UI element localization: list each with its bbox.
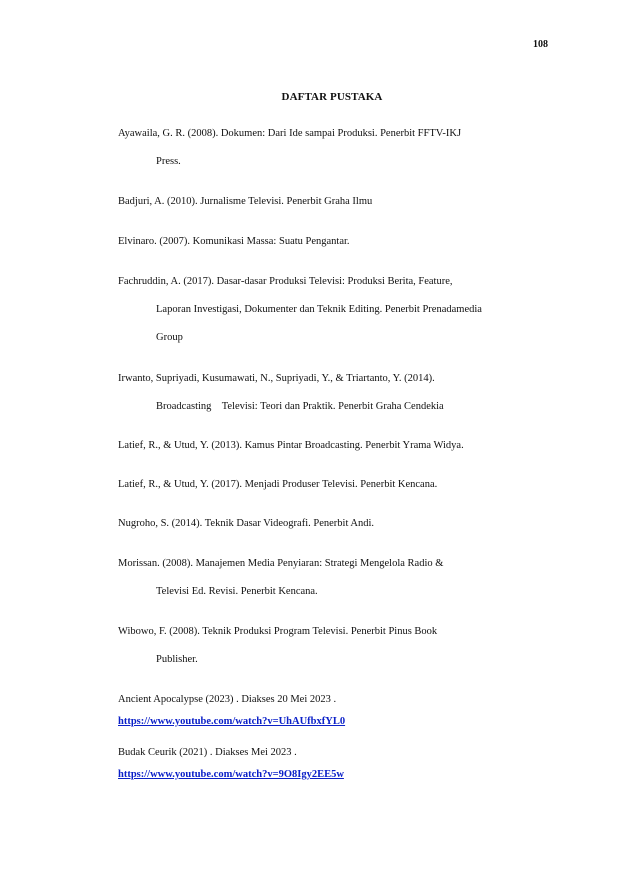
reference-line: Irwanto, Supriyadi, Kusumawati, N., Supriyadi, Y., & Triartanto, Y. (2014). — [118, 373, 435, 384]
reference-line: Budak Ceurik (2021) . Diakses Mei 2023 . — [118, 747, 297, 758]
reference-entry — [118, 625, 548, 681]
reference-line: Nugroho, S. (2014). Teknik Dasar Videografi. Penerbit Andi. — [118, 518, 375, 529]
reference-line: Group — [156, 332, 183, 343]
reference-entry — [118, 439, 548, 467]
reference-entry — [118, 275, 548, 359]
reference-entry — [118, 195, 548, 223]
reference-line: Press. — [156, 156, 181, 167]
page-number: 108 — [533, 39, 548, 50]
reference-line: Broadcasting Televisi: Teori dan Praktik. Penerbit Graha Cendekia — [156, 401, 444, 412]
reference-line: Ayawaila, G. R. (2008). Dokumen: Dari Ide sampai Produksi. Penerbit FFTV-IKJ — [118, 128, 462, 139]
reference-link-line — [118, 715, 548, 737]
reference-line: Fachruddin, A. (2017). Dasar-dasar Produksi Televisi: Produksi Berita, Feature, — [118, 276, 453, 287]
reference-line: Televisi Ed. Revisi. Penerbit Kencana. — [156, 586, 318, 597]
reference-entry — [118, 372, 548, 428]
online-reference-entry — [118, 693, 548, 737]
reference-link[interactable]: https://www.youtube.com/watch?v=9O8Igy2EE5w — [118, 769, 344, 780]
reference-line: Elvinaro. (2007). Komunikasi Massa: Suatu Pengantar. — [118, 236, 350, 247]
reference-line: Laporan Investigasi, Dokumenter dan Teknik Editing. Penerbit Prenadamedia — [156, 304, 482, 315]
reference-line: Latief, R., & Utud, Y. (2017). Menjadi Produser Televisi. Penerbit Kencana. — [118, 479, 438, 490]
reference-line: Ancient Apocalypse (2023) . Diakses 20 Mei 2023 . — [118, 694, 337, 705]
reference-line: Badjuri, A. (2010). Jurnalisme Televisi. Penerbit Graha Ilmu — [118, 196, 373, 207]
reference-link-line — [118, 768, 548, 790]
reference-entry — [118, 127, 548, 183]
reference-link[interactable]: https://www.youtube.com/watch?v=UhAUfbxfYL0 — [118, 716, 346, 727]
reference-entry — [118, 478, 548, 506]
reference-line: Latief, R., & Utud, Y. (2013). Kamus Pintar Broadcasting. Penerbit Yrama Widya. — [118, 440, 464, 451]
reference-line: Wibowo, F. (2008). Teknik Produksi Program Televisi. Penerbit Pinus Book — [118, 626, 438, 637]
reference-entry — [118, 235, 548, 263]
page-title: DAFTAR PUSTAKA — [281, 91, 383, 103]
reference-line: Publisher. — [156, 654, 198, 665]
reference-line: Morissan. (2008). Manajemen Media Penyiaran: Strategi Mengelola Radio & — [118, 558, 444, 569]
reference-entry — [118, 517, 548, 545]
reference-entry — [118, 557, 548, 613]
online-reference-entry — [118, 746, 548, 790]
